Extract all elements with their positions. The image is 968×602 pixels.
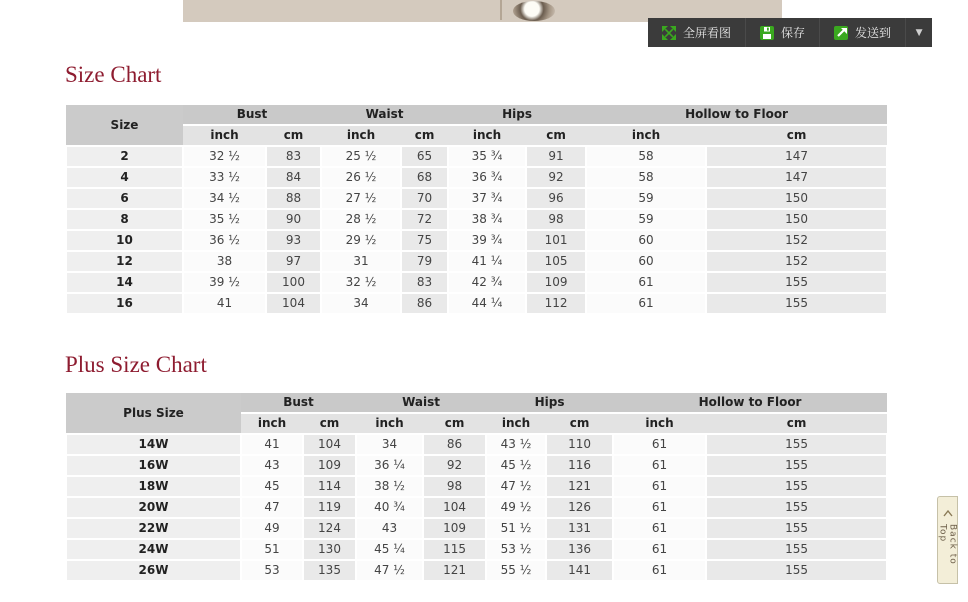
value-cell: 65	[401, 146, 448, 167]
unit-header: cm	[546, 413, 613, 434]
value-cell: 43	[241, 455, 303, 476]
photo-detail-line	[500, 0, 502, 20]
value-cell: 150	[706, 209, 887, 230]
value-cell: 61	[613, 497, 706, 518]
value-cell: 53	[241, 560, 303, 581]
value-cell: 119	[303, 497, 356, 518]
send-to-button[interactable]	[819, 18, 905, 47]
value-cell: 75	[401, 230, 448, 251]
measure-group-header: Hips	[486, 393, 613, 413]
value-cell: 49 ½	[486, 497, 546, 518]
value-cell: 98	[526, 209, 586, 230]
value-cell: 110	[546, 434, 613, 455]
value-cell: 121	[423, 560, 486, 581]
size-cell: 12	[66, 251, 183, 272]
value-cell: 51 ½	[486, 518, 546, 539]
value-cell: 32 ½	[321, 272, 401, 293]
value-cell: 41	[183, 293, 266, 314]
table-row	[66, 251, 887, 272]
value-cell: 101	[526, 230, 586, 251]
unit-header: inch	[448, 125, 526, 146]
value-cell: 47 ½	[356, 560, 423, 581]
value-cell: 91	[526, 146, 586, 167]
unit-header: inch	[321, 125, 401, 146]
value-cell: 32 ½	[183, 146, 266, 167]
value-cell: 104	[423, 497, 486, 518]
unit-header: cm	[526, 125, 586, 146]
size-cell: 20W	[66, 497, 241, 518]
value-cell: 34	[321, 293, 401, 314]
value-cell: 60	[586, 230, 706, 251]
value-cell: 60	[586, 251, 706, 272]
value-cell: 135	[303, 560, 356, 581]
value-cell: 109	[303, 455, 356, 476]
value-cell: 39 ¾	[448, 230, 526, 251]
value-cell: 155	[706, 272, 887, 293]
fullscreen-icon	[662, 26, 676, 40]
value-cell: 40 ¾	[356, 497, 423, 518]
value-cell: 70	[401, 188, 448, 209]
send-to-label: 发送到	[855, 26, 892, 40]
value-cell: 38 ¾	[448, 209, 526, 230]
value-cell: 141	[546, 560, 613, 581]
value-cell: 43	[356, 518, 423, 539]
table-row	[66, 272, 887, 293]
measure-group-header: Waist	[321, 105, 448, 125]
size-cell: 22W	[66, 518, 241, 539]
value-cell: 96	[526, 188, 586, 209]
value-cell: 155	[706, 434, 887, 455]
value-cell: 79	[401, 251, 448, 272]
size-cell: 6	[66, 188, 183, 209]
value-cell: 59	[586, 188, 706, 209]
value-cell: 97	[266, 251, 321, 272]
value-cell: 61	[613, 560, 706, 581]
value-cell: 84	[266, 167, 321, 188]
size-cell: 14W	[66, 434, 241, 455]
value-cell: 92	[423, 455, 486, 476]
size-column-header: Plus Size	[66, 393, 241, 434]
table-row	[66, 476, 887, 497]
table-row	[66, 209, 887, 230]
measure-group-header: Bust	[183, 105, 321, 125]
value-cell: 115	[423, 539, 486, 560]
size-chart-table	[65, 105, 888, 315]
value-cell: 41	[241, 434, 303, 455]
save-button[interactable]	[745, 18, 819, 47]
value-cell: 147	[706, 167, 887, 188]
value-cell: 45 ¼	[356, 539, 423, 560]
unit-header: cm	[706, 413, 887, 434]
value-cell: 43 ½	[486, 434, 546, 455]
value-cell: 130	[303, 539, 356, 560]
size-cell: 2	[66, 146, 183, 167]
value-cell: 42 ¾	[448, 272, 526, 293]
plus-size-chart-header	[66, 393, 887, 434]
value-cell: 155	[706, 539, 887, 560]
send-icon	[834, 26, 848, 40]
value-cell: 36 ¼	[356, 455, 423, 476]
value-cell: 155	[706, 518, 887, 539]
value-cell: 88	[266, 188, 321, 209]
value-cell: 83	[401, 272, 448, 293]
value-cell: 68	[401, 167, 448, 188]
value-cell: 92	[526, 167, 586, 188]
value-cell: 136	[546, 539, 613, 560]
value-cell: 61	[613, 455, 706, 476]
table-row	[66, 188, 887, 209]
value-cell: 61	[613, 476, 706, 497]
value-cell: 112	[526, 293, 586, 314]
size-chart-header	[66, 105, 887, 146]
value-cell: 31	[321, 251, 401, 272]
table-row	[66, 167, 887, 188]
toolbar-dropdown-caret[interactable]: ▼	[905, 18, 932, 47]
table-row	[66, 455, 887, 476]
value-cell: 116	[546, 455, 613, 476]
value-cell: 150	[706, 188, 887, 209]
image-toolbar	[648, 18, 932, 47]
plus-size-chart-table	[65, 393, 888, 582]
value-cell: 104	[266, 293, 321, 314]
unit-header: inch	[486, 413, 546, 434]
value-cell: 155	[706, 497, 887, 518]
value-cell: 152	[706, 251, 887, 272]
value-cell: 45 ½	[486, 455, 546, 476]
table-row	[66, 293, 887, 314]
value-cell: 155	[706, 455, 887, 476]
value-cell: 61	[586, 293, 706, 314]
value-cell: 41 ¼	[448, 251, 526, 272]
value-cell: 72	[401, 209, 448, 230]
value-cell: 51	[241, 539, 303, 560]
value-cell: 109	[526, 272, 586, 293]
size-cell: 24W	[66, 539, 241, 560]
value-cell: 104	[303, 434, 356, 455]
size-chart-body	[66, 146, 887, 314]
value-cell: 90	[266, 209, 321, 230]
value-cell: 105	[526, 251, 586, 272]
fullscreen-view-label: 全屏看图	[683, 26, 732, 40]
table-row	[66, 560, 887, 581]
value-cell: 58	[586, 167, 706, 188]
table-row	[66, 497, 887, 518]
fullscreen-view-button[interactable]	[648, 18, 745, 47]
value-cell: 58	[586, 146, 706, 167]
value-cell: 34	[356, 434, 423, 455]
unit-header: cm	[266, 125, 321, 146]
value-cell: 53 ½	[486, 539, 546, 560]
value-cell: 131	[546, 518, 613, 539]
table-row	[66, 146, 887, 167]
size-cell: 4	[66, 167, 183, 188]
size-cell: 18W	[66, 476, 241, 497]
value-cell: 35 ½	[183, 209, 266, 230]
value-cell: 152	[706, 230, 887, 251]
value-cell: 36 ¾	[448, 167, 526, 188]
measure-group-header: Bust	[241, 393, 356, 413]
value-cell: 47 ½	[486, 476, 546, 497]
value-cell: 45	[241, 476, 303, 497]
value-cell: 83	[266, 146, 321, 167]
save-label: 保存	[781, 26, 806, 40]
value-cell: 38	[183, 251, 266, 272]
value-cell: 44 ¼	[448, 293, 526, 314]
unit-header: inch	[613, 413, 706, 434]
value-cell: 100	[266, 272, 321, 293]
value-cell: 28 ½	[321, 209, 401, 230]
value-cell: 33 ½	[183, 167, 266, 188]
value-cell: 26 ½	[321, 167, 401, 188]
value-cell: 29 ½	[321, 230, 401, 251]
value-cell: 86	[401, 293, 448, 314]
value-cell: 38 ½	[356, 476, 423, 497]
photo-detail-shoe	[513, 1, 555, 21]
value-cell: 126	[546, 497, 613, 518]
value-cell: 55 ½	[486, 560, 546, 581]
table-row	[66, 539, 887, 560]
unit-header: cm	[303, 413, 356, 434]
value-cell: 37 ¾	[448, 188, 526, 209]
value-cell: 61	[613, 434, 706, 455]
unit-header: inch	[183, 125, 266, 146]
value-cell: 86	[423, 434, 486, 455]
value-cell: 114	[303, 476, 356, 497]
size-chart-title: Size Chart	[65, 62, 162, 87]
plus-size-chart-body	[66, 434, 887, 581]
value-cell: 109	[423, 518, 486, 539]
value-cell: 61	[613, 518, 706, 539]
value-cell: 39 ½	[183, 272, 266, 293]
value-cell: 27 ½	[321, 188, 401, 209]
value-cell: 59	[586, 209, 706, 230]
value-cell: 47	[241, 497, 303, 518]
value-cell: 61	[586, 272, 706, 293]
table-row	[66, 434, 887, 455]
value-cell: 155	[706, 293, 887, 314]
back-to-top-button[interactable]	[937, 496, 958, 584]
size-cell: 8	[66, 209, 183, 230]
table-row	[66, 230, 887, 251]
unit-header: cm	[423, 413, 486, 434]
size-cell: 16	[66, 293, 183, 314]
value-cell: 124	[303, 518, 356, 539]
value-cell: 25 ½	[321, 146, 401, 167]
measure-group-header: Hollow to Floor	[586, 105, 887, 125]
size-cell: 14	[66, 272, 183, 293]
back-to-top-label: Back to Top	[937, 524, 958, 565]
value-cell: 147	[706, 146, 887, 167]
chevron-up-icon	[943, 502, 953, 521]
value-cell: 93	[266, 230, 321, 251]
unit-header: cm	[401, 125, 448, 146]
measure-group-header: Hips	[448, 105, 586, 125]
value-cell: 34 ½	[183, 188, 266, 209]
size-column-header: Size	[66, 105, 183, 146]
value-cell: 36 ½	[183, 230, 266, 251]
unit-header: inch	[586, 125, 706, 146]
measure-group-header: Hollow to Floor	[613, 393, 887, 413]
value-cell: 61	[613, 539, 706, 560]
unit-header: cm	[706, 125, 887, 146]
value-cell: 155	[706, 560, 887, 581]
table-row	[66, 518, 887, 539]
size-cell: 10	[66, 230, 183, 251]
unit-header: inch	[241, 413, 303, 434]
unit-header: inch	[356, 413, 423, 434]
value-cell: 35 ¾	[448, 146, 526, 167]
measure-group-header: Waist	[356, 393, 486, 413]
value-cell: 98	[423, 476, 486, 497]
size-cell: 26W	[66, 560, 241, 581]
plus-size-chart-title: Plus Size Chart	[65, 352, 207, 377]
save-icon	[760, 26, 774, 40]
size-cell: 16W	[66, 455, 241, 476]
value-cell: 121	[546, 476, 613, 497]
value-cell: 49	[241, 518, 303, 539]
value-cell: 155	[706, 476, 887, 497]
